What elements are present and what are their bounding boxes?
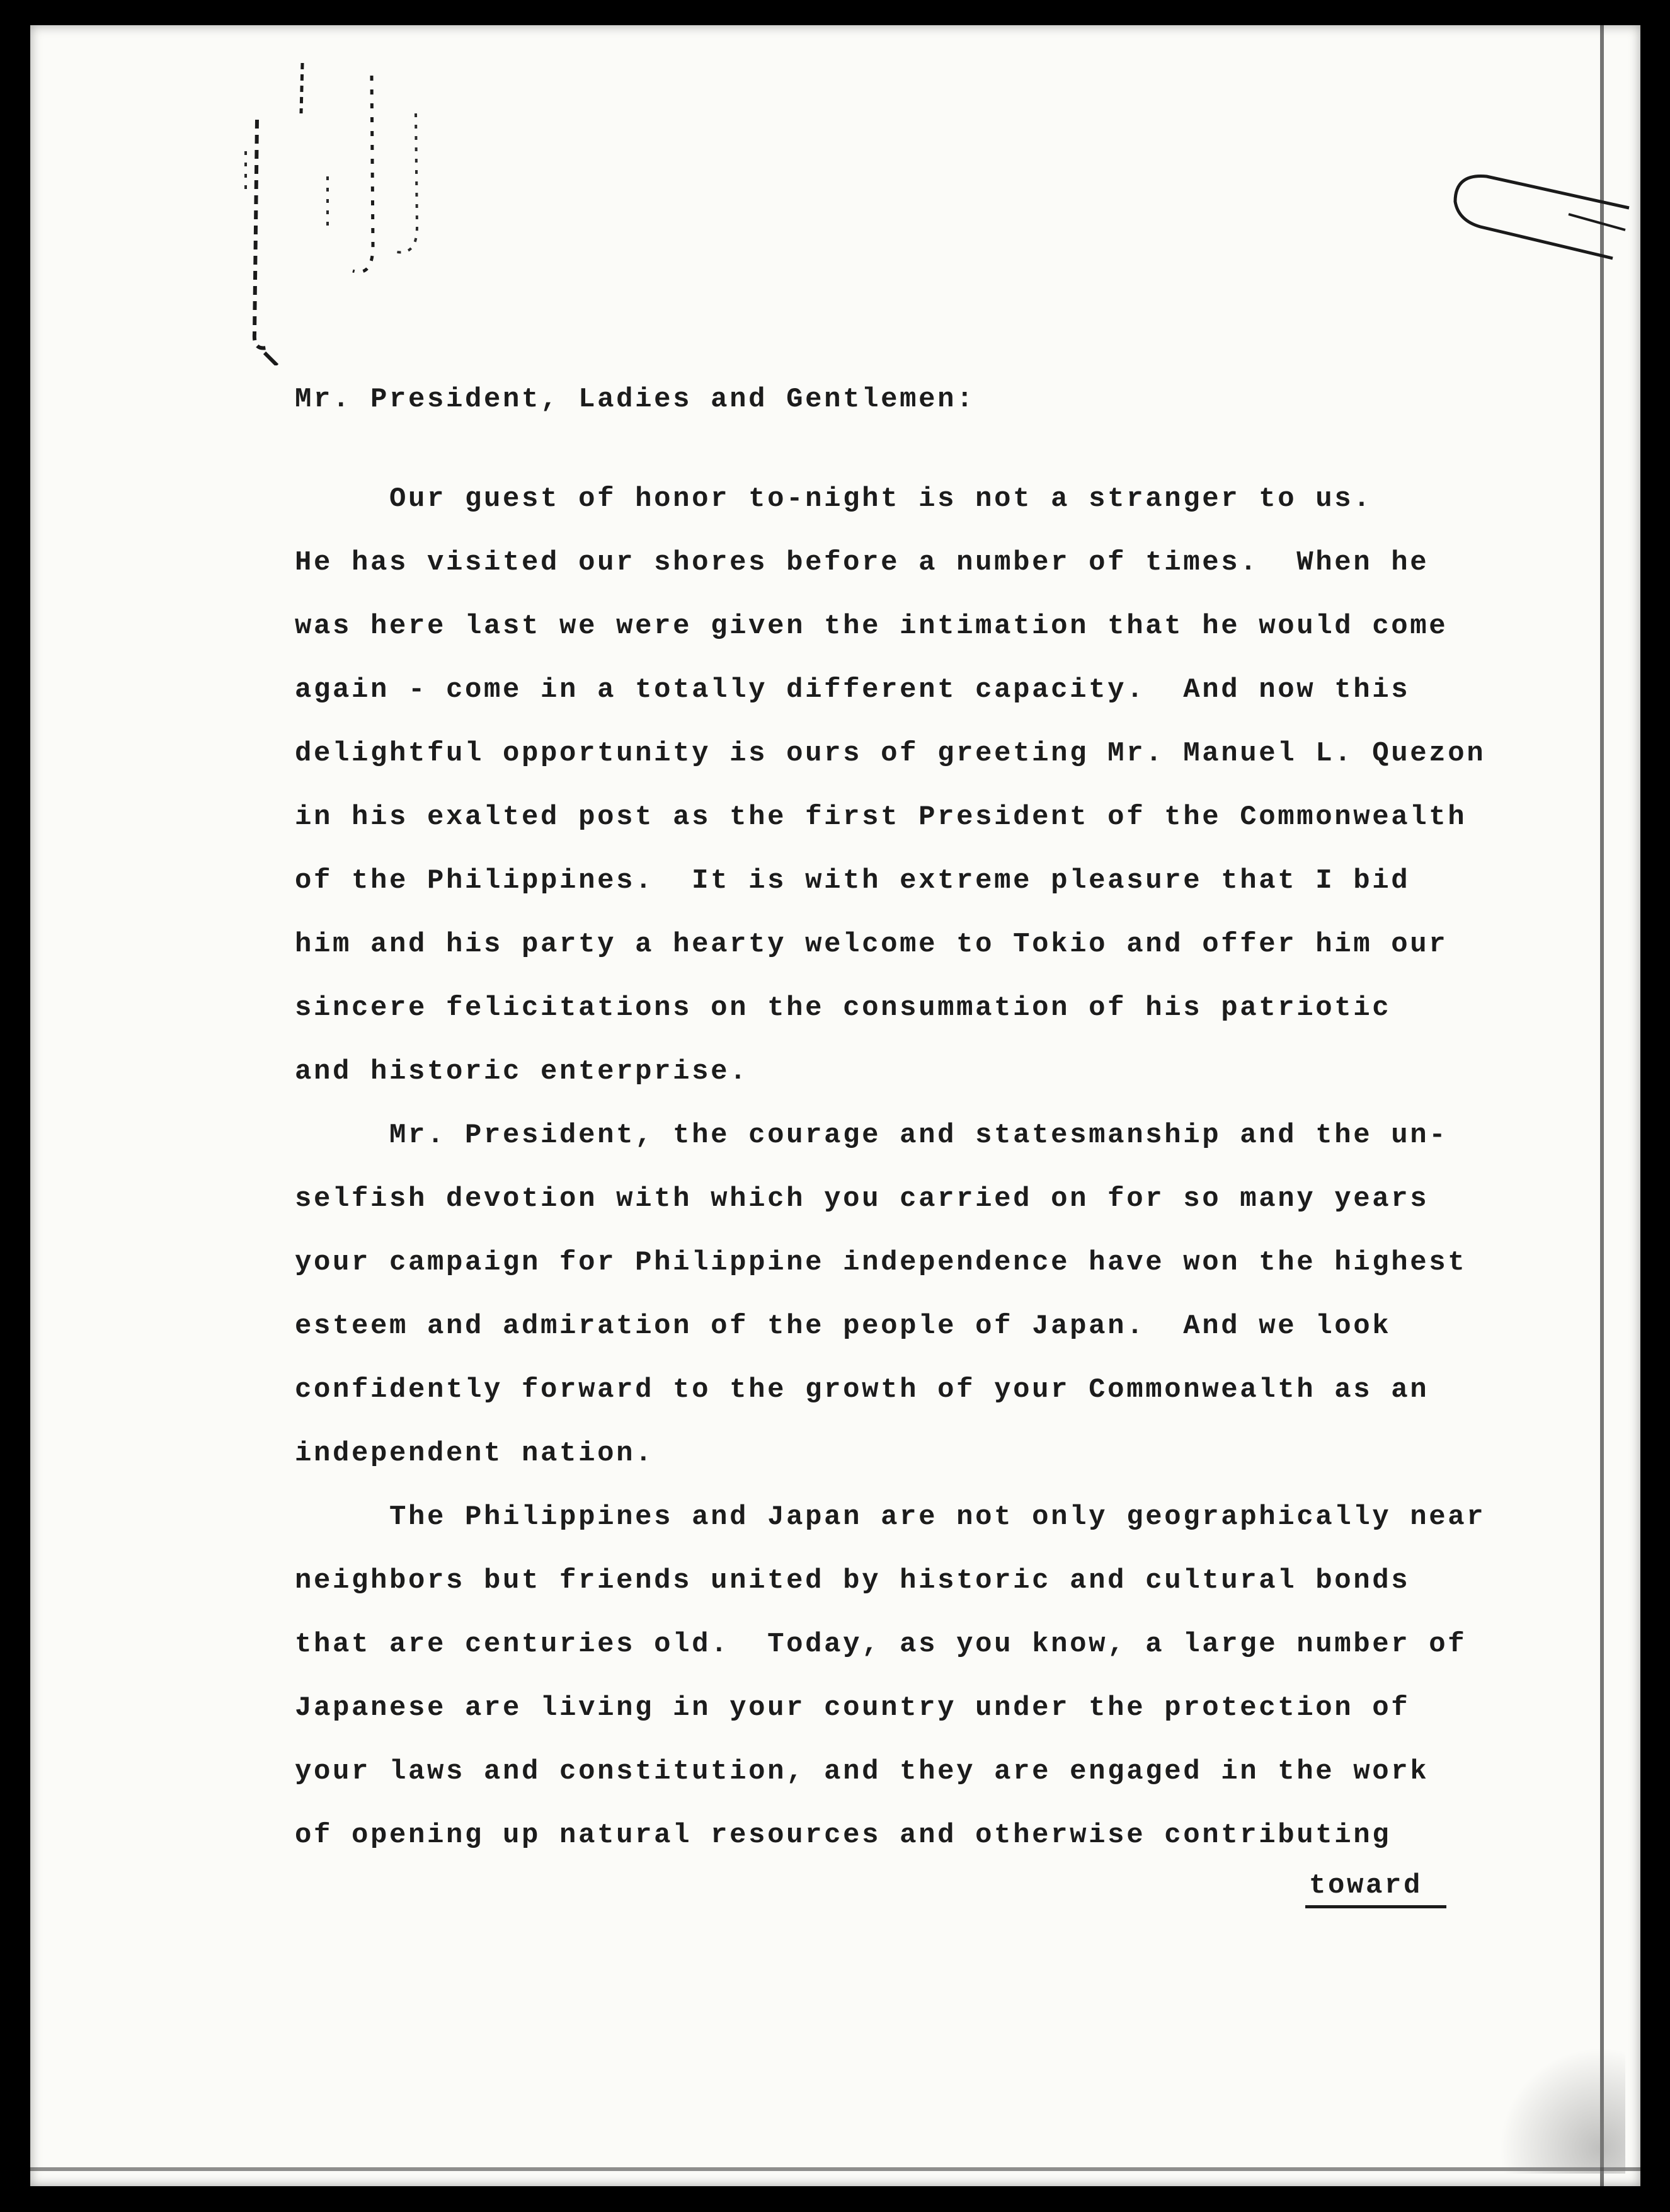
body-line: Mr. President, the courage and statesmanship and the un- <box>295 1120 1448 1151</box>
body-line: was here last we were given the intimation that he would come <box>295 610 1448 642</box>
body-line: of the Philippines. It is with extreme pleasure that I bid <box>295 865 1410 897</box>
body-line: that are centuries old. Today, as you know, a large number of <box>295 1629 1467 1660</box>
body-line: of opening up natural resources and otherwise contributing <box>295 1819 1392 1851</box>
body-line: sincere felicitations on the consummation of his patriotic <box>295 992 1392 1024</box>
page-corner-fold <box>1499 2048 1625 2174</box>
body-line: and historic enterprise. <box>295 1056 749 1087</box>
salutation: Mr. President, Ladies and Gentlemen: <box>295 384 976 415</box>
body-line: Our guest of honor to-night is not a stranger to us. <box>295 483 1373 515</box>
body-line: He has visited our shores before a number of times. When he <box>295 547 1429 578</box>
body-line: him and his party a hearty welcome to Tokio and offer him our <box>295 929 1448 960</box>
body-line: independent nation. <box>295 1438 655 1469</box>
body-line: selfish devotion with which you carried on for so many years <box>295 1183 1429 1215</box>
body-line: your campaign for Philippine independence have won the highest <box>295 1247 1467 1278</box>
body-line: again - come in a totally different capacity. And now this <box>295 674 1410 706</box>
body-line: delightful opportunity is ours of greeting Mr. Manuel L. Quezon <box>295 738 1486 769</box>
staple-marks-decoration <box>189 38 454 365</box>
body-line: confidently forward to the growth of your Commonwealth as an <box>295 1374 1429 1406</box>
body-line: The Philippines and Japan are not only geographically near <box>295 1501 1486 1533</box>
catchword: toward <box>1309 1870 1423 1901</box>
body-line: neighbors but friends united by historic and cultural bonds <box>295 1565 1410 1596</box>
body-line: in his exalted post as the first President of the Commonwealth <box>295 801 1467 833</box>
body-line: esteem and admiration of the people of Japan. And we look <box>295 1310 1392 1342</box>
body-line: Japanese are living in your country under the protection of <box>295 1692 1410 1724</box>
body-line: your laws and constitution, and they are engaged in the work <box>295 1756 1429 1787</box>
paperclip-mark-decoration <box>1443 170 1632 271</box>
page-edge-right <box>1600 25 1604 2186</box>
catchword-underline <box>1305 1905 1446 1908</box>
page-edge-bottom <box>30 2167 1640 2171</box>
